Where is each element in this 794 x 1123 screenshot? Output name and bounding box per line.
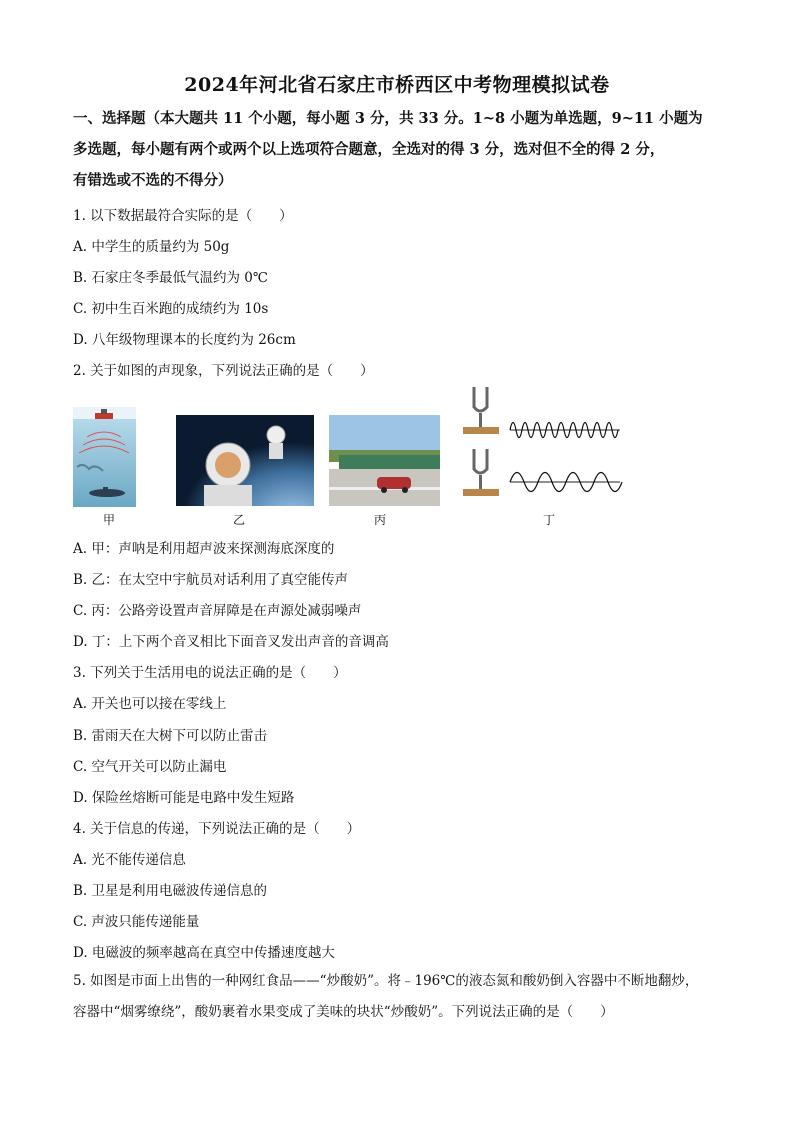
astronauts-figure [176,415,314,506]
question-2-option-d: D. 丁：上下两个音叉相比下面音叉发出声音的音调高 [73,634,389,650]
question-1-option-b: B. 石家庄冬季最低气温约为 0℃ [73,270,268,286]
question-1-option-d: D. 八年级物理课本的长度约为 26cm [73,332,296,348]
question-1-option-a: A. 中学生的质量约为 50g [73,239,230,255]
tuning-fork-figure [460,385,623,510]
question-2-option-c: C. 丙：公路旁设置声音屏障是在声源处减弱噪声 [73,603,362,619]
caption-jia: 甲 [103,513,116,527]
question-1-stem: 1. 以下数据最符合实际的是（ ） [73,208,293,224]
question-5-line-2: 容器中“烟雾缭绕”，酸奶裹着水果变成了美味的块状“炒酸奶”。下列说法正确的是（ ） [73,1004,614,1020]
question-3-option-b: B. 雷雨天在大树下可以防止雷击 [73,728,268,744]
section-header-line-2: 多选题，每小题有两个或两个以上选项符合题意，全选对的得 3 分，选对但不全的得 2 分， [73,141,665,158]
noise-barrier-figure [329,415,440,506]
sonar-figure [73,407,136,507]
caption-bing: 丙 [374,513,387,527]
question-2-option-a: A. 甲：声呐是利用超声波来探测海底深度的 [73,541,335,557]
question-2-stem: 2. 关于如图的声现象，下列说法正确的是（ ） [73,363,374,379]
question-3-option-d: D. 保险丝熔断可能是电路中发生短路 [73,790,295,806]
page-title: 2024年河北省石家庄市桥西区中考物理模拟试卷 [184,74,610,96]
question-5-line-1: 5. 如图是市面上出售的一种网红食品——“炒酸奶”。将﹣196℃的液态氮和酸奶倒入容器中不断地翻炒， [73,973,699,989]
question-2-option-b: B. 乙：在太空中宇航员对话利用了真空能传声 [73,572,349,588]
question-4-stem: 4. 关于信息的传递，下列说法正确的是（ ） [73,821,361,837]
question-3-option-c: C. 空气开关可以防止漏电 [73,759,227,775]
question-4-option-d: D. 电磁波的频率越高在真空中传播速度越大 [73,945,335,961]
section-header-line-3: 有错选或不选的不得分） [73,172,233,189]
question-4-option-a: A. 光不能传递信息 [73,852,186,868]
question-3-stem: 3. 下列关于生活用电的说法正确的是（ ） [73,665,347,681]
section-header-line-1: 一、选择题（本大题共 11 个小题，每小题 3 分，共 33 分。1~8 小题为单选题，9~11 小题为 [73,110,703,127]
caption-yi: 乙 [233,513,246,527]
question-1-option-c: C. 初中生百米跑的成绩约为 10s [73,301,269,317]
question-3-option-a: A. 开关也可以接在零线上 [73,696,227,712]
question-2-figures [73,385,633,530]
question-4-option-c: C. 声波只能传递能量 [73,914,200,930]
caption-ding: 丁 [543,513,556,527]
question-4-option-b: B. 卫星是利用电磁波传递信息的 [73,883,268,899]
